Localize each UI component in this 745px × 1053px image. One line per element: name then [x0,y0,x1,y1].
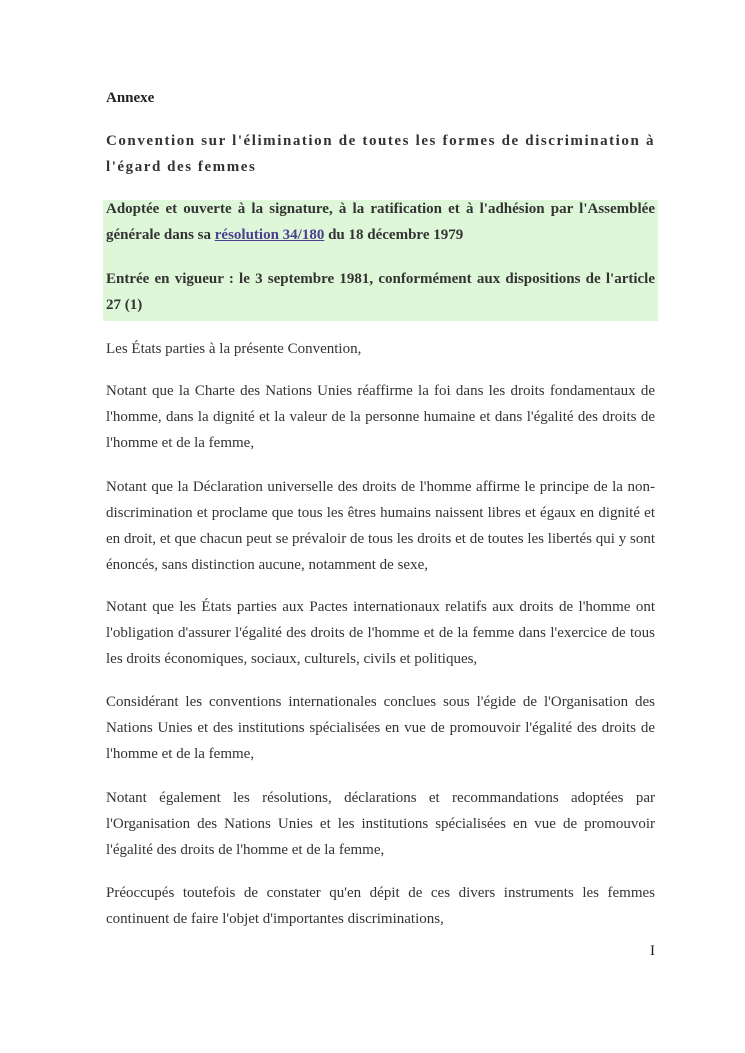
adoption-highlight-box [103,200,658,321]
preamble-paragraph-1: Les États parties à la présente Convention, [106,341,362,357]
preamble-paragraph-4: Notant que les États parties aux Pactes internationaux relatifs aux droits de l'homme ont l'obligation d'assurer l'égalité des droits de l'homme et de la femme dans l'exercice de tous les droits économiques, sociaux, culturels, civils et politiques, [106,599,655,667]
annexe-heading: Annexe [106,90,155,106]
preamble-paragraph-3: Notant que la Déclaration universelle des droits de l'homme affirme le principe de la non-discrimination et proclame que tous les êtres humains naissent libres et égaux en dignité et en droit, et que chacun peut se prévaloir de tous les droits et de toutes les libertés qui y sont énoncés, sans distinction aucune, notamment de sexe, [106,479,655,573]
page-number: I [650,943,655,959]
entry-into-force-paragraph: Entrée en vigueur : le 3 septembre 1981, conformément aux dispositions de l'article 27 (1) [106,271,655,313]
adoption-text-start: Adoptée et ouverte à la signature, à la ratification et à l'adhésion par l'Assemblée générale dans sa [106,201,655,243]
preamble-paragraph-2: Notant que la Charte des Nations Unies réaffirme la foi dans les droits fondamentaux de l'homme, dans la dignité et la valeur de la personne humaine et dans l'égalité des droits de l'homme et de la femme, [106,383,655,451]
convention-title: Convention sur l'élimination de toutes les formes de discrimination à l'égard des femmes [106,133,655,175]
preamble-paragraph-6: Notant également les résolutions, déclarations et recommandations adoptées par l'Organisation des Nations Unies et les institutions spécialisées en vue de promouvoir l'égalité des droits de l'homme et de la femme, [106,790,655,858]
adoption-paragraph [106,196,655,248]
preamble-paragraph-7: Préoccupés toutefois de constater qu'en dépit de ces divers instruments les femmes continuent de faire l'objet d'importantes discriminations, [106,885,655,927]
adoption-text-end: du 18 décembre 1979 [324,227,464,243]
preamble-paragraph-5: Considérant les conventions internationales conclues sous l'égide de l'Organisation des Nations Unies et des institutions spécialisées en vue de promouvoir l'égalité des droits de l'homme et de la femme, [106,694,655,762]
resolution-link[interactable]: résolution 34/180 [214,227,325,243]
